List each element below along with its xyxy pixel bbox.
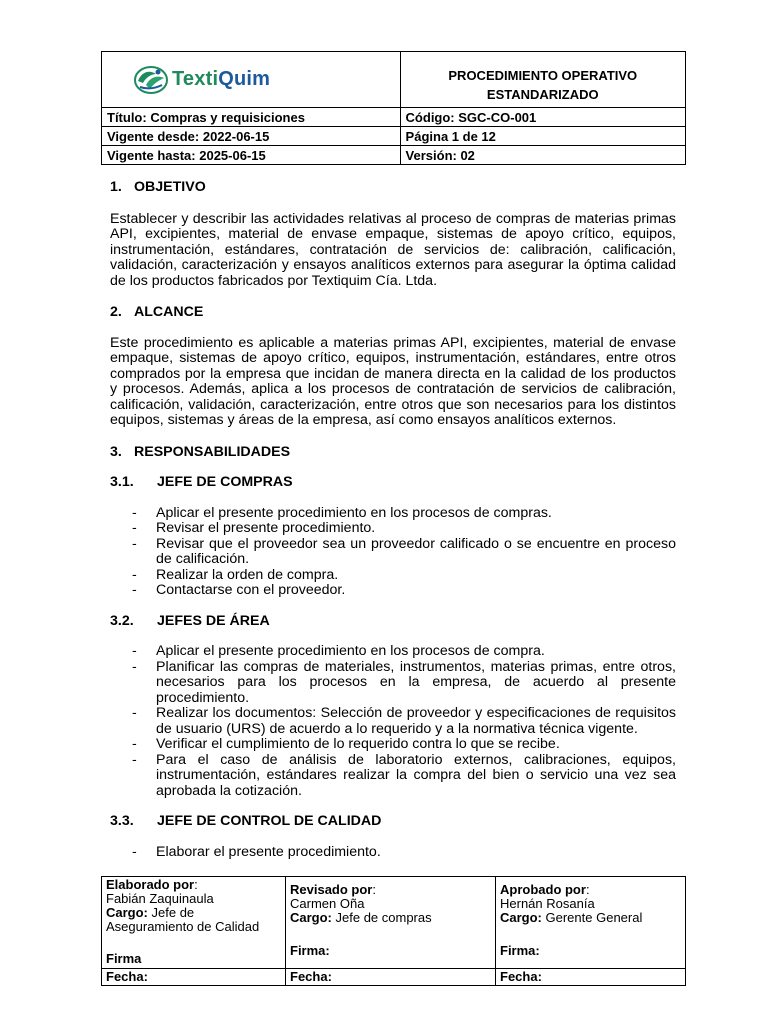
list-item: - Revisar el presente procedimiento.	[110, 521, 676, 537]
procedure-title-cell	[400, 52, 685, 108]
elaborado-fecha-cell: Fecha:	[102, 969, 286, 986]
version-cell: Versión: 02	[400, 146, 685, 165]
alcance-paragraph: Este procedimiento es aplicable a materias primas API, excipientes, material de envase empaque, sistemas de apoyo crítico, equipos, instrumentación, estándares, entre otros comprados por la empresa que incidan de manera directa en la calidad de los productos y procesos. Además, aplica a los procesos de contratación de servicios de calibración, calificación, validación, caracterización, entre otros que son necesarios para los distintos equipos, sistemas y áreas de la empresa, así como ensayos analíticos externos.	[110, 334, 676, 428]
logo-wordmark: TextiQuim	[172, 68, 271, 90]
revisado-name: Carmen Oña	[290, 896, 365, 911]
jefe-compras-list	[110, 506, 676, 599]
objetivo-paragraph: Establecer y describir las actividades relativas al proceso de compras de materias primas API, excipientes, material de envase empaque, sistemas de apoyo crítico, equipos, instrumentación, estándares, contratación de servicios de: calibración, calificación, validación, caracterización y ensayos analíticos externos para asegurar la óptima calidad de los productos fabricados por Textiquim Cía. Ltda.	[110, 210, 676, 289]
elaborado-firma-label: Firma	[106, 951, 142, 966]
section-heading-alcance: 2. ALCANCE	[110, 304, 204, 320]
list-item: - Verificar el cumplimiento de lo requerido contra lo que se recibe.	[110, 737, 676, 753]
list-item: - Aplicar el presente procedimiento en los procesos de compra.	[110, 644, 676, 660]
revisado-cargo-label: Cargo:	[290, 910, 332, 925]
list-item: - Planificar las compras de materiales, instrumentos, materias primas, entre otros, necesarios para los procesos en la empresa, de acuerdo al presente procedimiento.	[110, 660, 676, 707]
section-heading-responsabilidades: 3. RESPONSABILIDADES	[110, 443, 291, 460]
vigente-hasta-cell: Vigente hasta: 2025-06-15	[102, 146, 401, 165]
subsection-heading-jefes-area: 3.2. JEFES DE ÁREA	[110, 612, 270, 629]
list-item: - Para el caso de análisis de laboratorio externos, calibraciones, equipos, instrumentación, estándares realizar la compra del bien o servicio una vez sea aprobada la cotización.	[110, 753, 676, 800]
elaborado-cell: Elaborado por: Fabián Zaquinaula Cargo: Jefe de Aseguramiento de Calidad Firma	[102, 877, 286, 969]
elaborado-cargo: Jefe de Aseguramiento de Calidad	[106, 905, 260, 934]
aprobado-fecha-cell: Fecha:	[496, 969, 686, 986]
section-heading-objetivo: 1. OBJETIVO	[110, 179, 206, 195]
list-item: - Contactarse con el proveedor.	[110, 583, 676, 599]
jefe-control-calidad-list	[110, 845, 676, 861]
aprobado-label: Aprobado por	[500, 882, 586, 897]
procedure-title-line1: PROCEDIMIENTO OPERATIVO	[448, 67, 638, 83]
revisado-firma-label: Firma:	[290, 943, 330, 958]
aprobado-cell: Aprobado por: Hernán Rosanía Cargo: Gerente General Firma:	[496, 877, 686, 969]
list-item: - Revisar que el proveedor sea un proveedor calificado o se encuentre en proceso de calificación.	[110, 537, 676, 568]
procedure-title-line2: ESTANDARIZADO	[486, 86, 599, 102]
jefes-area-list	[110, 644, 676, 799]
elaborado-name: Fabián Zaquinaula	[106, 891, 214, 906]
textiquim-leaf-logo-icon	[134, 65, 168, 95]
company-logo	[102, 65, 400, 95]
revisado-fecha-cell: Fecha:	[286, 969, 496, 986]
revisado-label: Revisado por	[290, 882, 373, 897]
aprobado-firma-label: Firma:	[500, 943, 540, 958]
subsection-heading-jefe-control-calidad: 3.3. JEFE DE CONTROL DE CALIDAD	[110, 813, 382, 829]
elaborado-label: Elaborado por	[106, 877, 195, 892]
codigo-cell: Código: SGC-CO-001	[400, 108, 685, 127]
aprobado-cargo-label: Cargo:	[500, 910, 542, 925]
document-body	[110, 180, 676, 860]
subsection-heading-jefe-compras: 3.1. JEFE DE COMPRAS	[110, 474, 293, 490]
approval-footer-table	[101, 876, 686, 986]
titulo-cell: Título: Compras y requisiciones	[102, 108, 401, 127]
vigente-desde-cell: Vigente desde: 2022-06-15	[102, 127, 401, 146]
elaborado-cargo-label: Cargo:	[106, 905, 148, 920]
document-header-table	[101, 51, 686, 165]
list-item: - Realizar la orden de compra.	[110, 568, 676, 584]
list-item: - Elaborar el presente procedimiento.	[110, 845, 676, 861]
revisado-cargo: Jefe de compras	[335, 910, 432, 925]
list-item: - Aplicar el presente procedimiento en los procesos de compras.	[110, 506, 676, 522]
aprobado-name: Hernán Rosanía	[500, 896, 595, 911]
aprobado-cargo: Gerente General	[545, 910, 643, 925]
pagina-cell: Página 1 de 12	[400, 127, 685, 146]
revisado-cell: Revisado por: Carmen Oña Cargo: Jefe de compras Firma:	[286, 877, 496, 969]
logo-cell	[102, 52, 401, 108]
list-item: - Realizar los documentos: Selección de proveedor y especificaciones de requisitos de usuario (URS) de acuerdo a lo requerido y a la normativa técnica vigente.	[110, 706, 676, 737]
